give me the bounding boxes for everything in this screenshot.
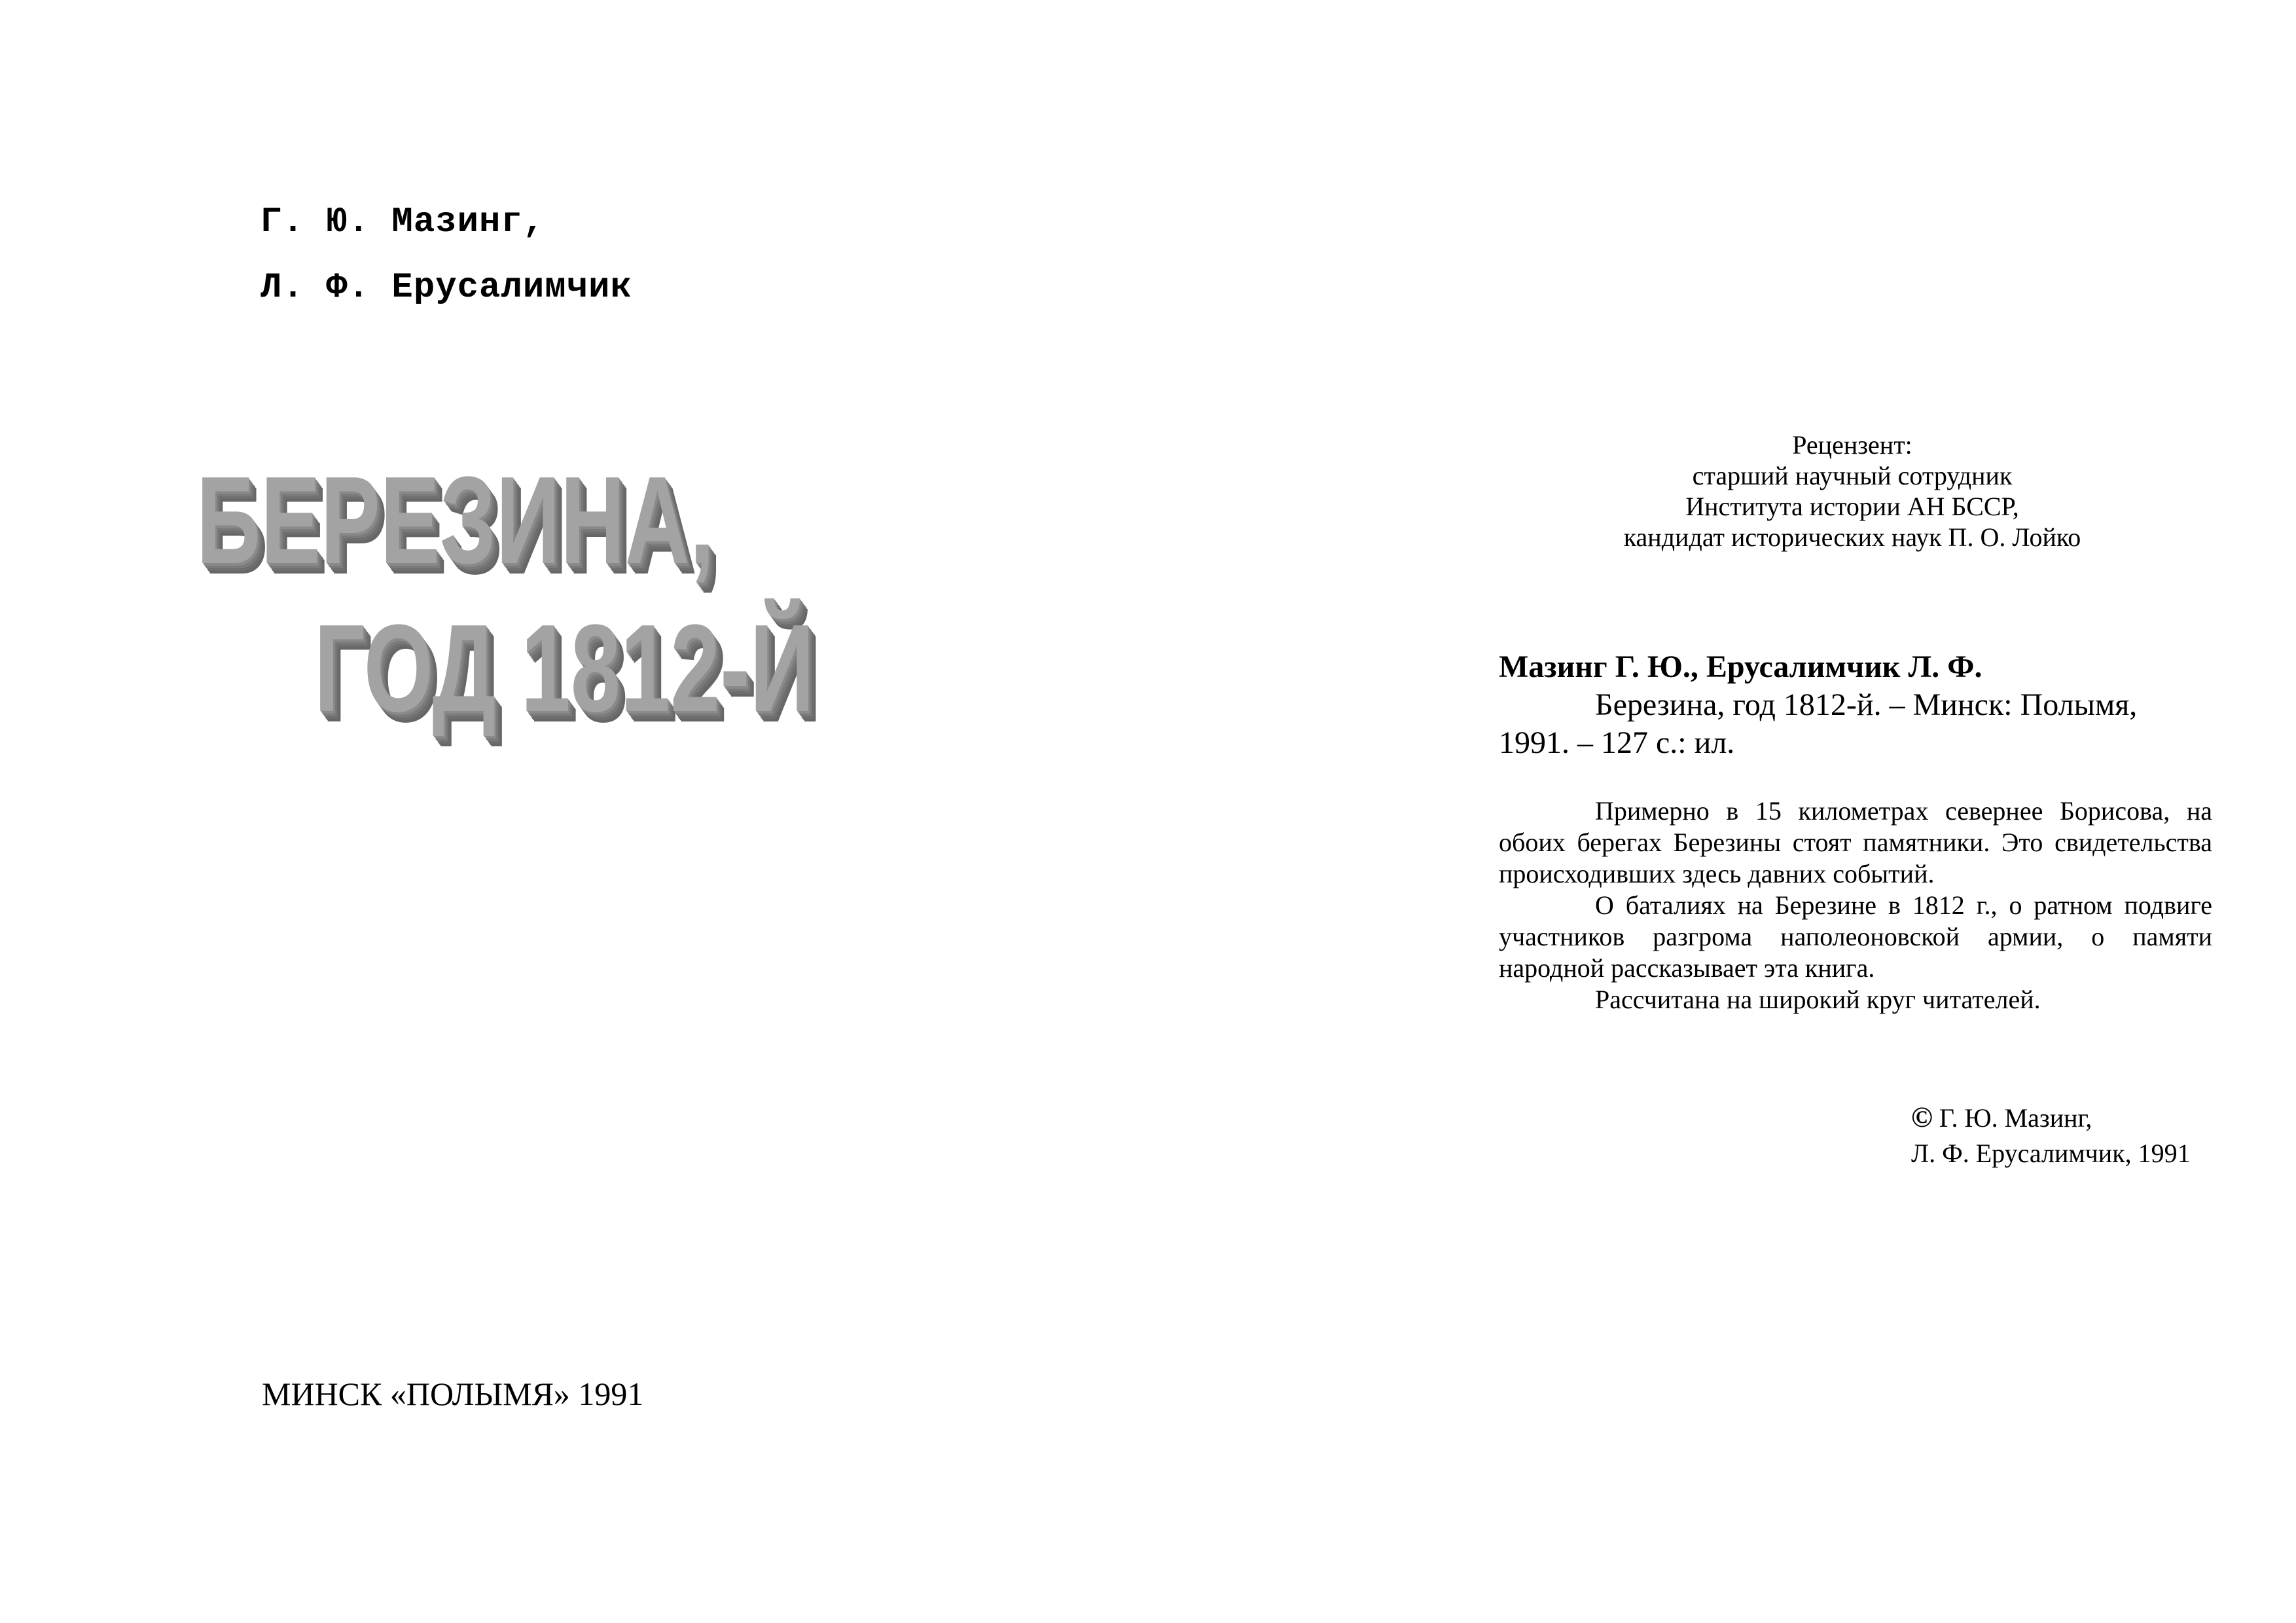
abstract-paragraph-3: Рассчитана на широкий круг читателей. bbox=[1595, 985, 2041, 1014]
copyright-icon: © bbox=[1911, 1101, 1933, 1133]
copyright-line-2: Л. Ф. Ерусалимчик, 1991 bbox=[1911, 1139, 2191, 1168]
book-title bbox=[196, 451, 815, 738]
author-1: Г. Ю. Мазинг, bbox=[260, 202, 545, 242]
book-authors bbox=[260, 190, 632, 321]
reviewer-block bbox=[1492, 429, 2212, 553]
copyright-line-1: Г. Ю. Мазинг, bbox=[1939, 1103, 2092, 1133]
abstract-paragraph-1: Примерно в 15 километрах севернее Борисова, на обоих берегах Березины стоят памятники. Это свидетельства происходивших здесь давних событий. bbox=[1499, 796, 2212, 888]
publisher-imprint: МИНСК «ПОЛЫМЯ» 1991 bbox=[262, 1376, 644, 1412]
title-line-2: ГОД 1812-Й bbox=[314, 599, 815, 738]
reviewer-label: Рецензент: bbox=[1792, 430, 1912, 460]
reviewer-position: старший научный сотрудник bbox=[1692, 461, 2013, 490]
reviewer-name: кандидат исторических наук П. О. Лойко bbox=[1623, 522, 2081, 552]
book-abstract bbox=[1499, 795, 2212, 1015]
citation-authors: Мазинг Г. Ю., Ерусалимчик Л. Ф. bbox=[1499, 649, 1982, 684]
copyright-notice bbox=[1911, 1100, 2191, 1171]
bibliographic-citation bbox=[1499, 648, 2212, 762]
citation-description: Березина, год 1812-й. – Минск: Полымя, 1991. – 127 с.: ил. bbox=[1499, 687, 2138, 760]
reviewer-institute: Института истории АН БССР, bbox=[1685, 492, 2019, 521]
author-2: Л. Ф. Ерусалимчик bbox=[260, 268, 632, 308]
title-line-1: БЕРЕЗИНА, bbox=[196, 451, 715, 590]
abstract-paragraph-2: О баталиях на Березине в 1812 г., о ратном подвиге участников разгрома наполеоновской армии, о памяти народной рассказывает эта книга. bbox=[1499, 890, 2212, 983]
